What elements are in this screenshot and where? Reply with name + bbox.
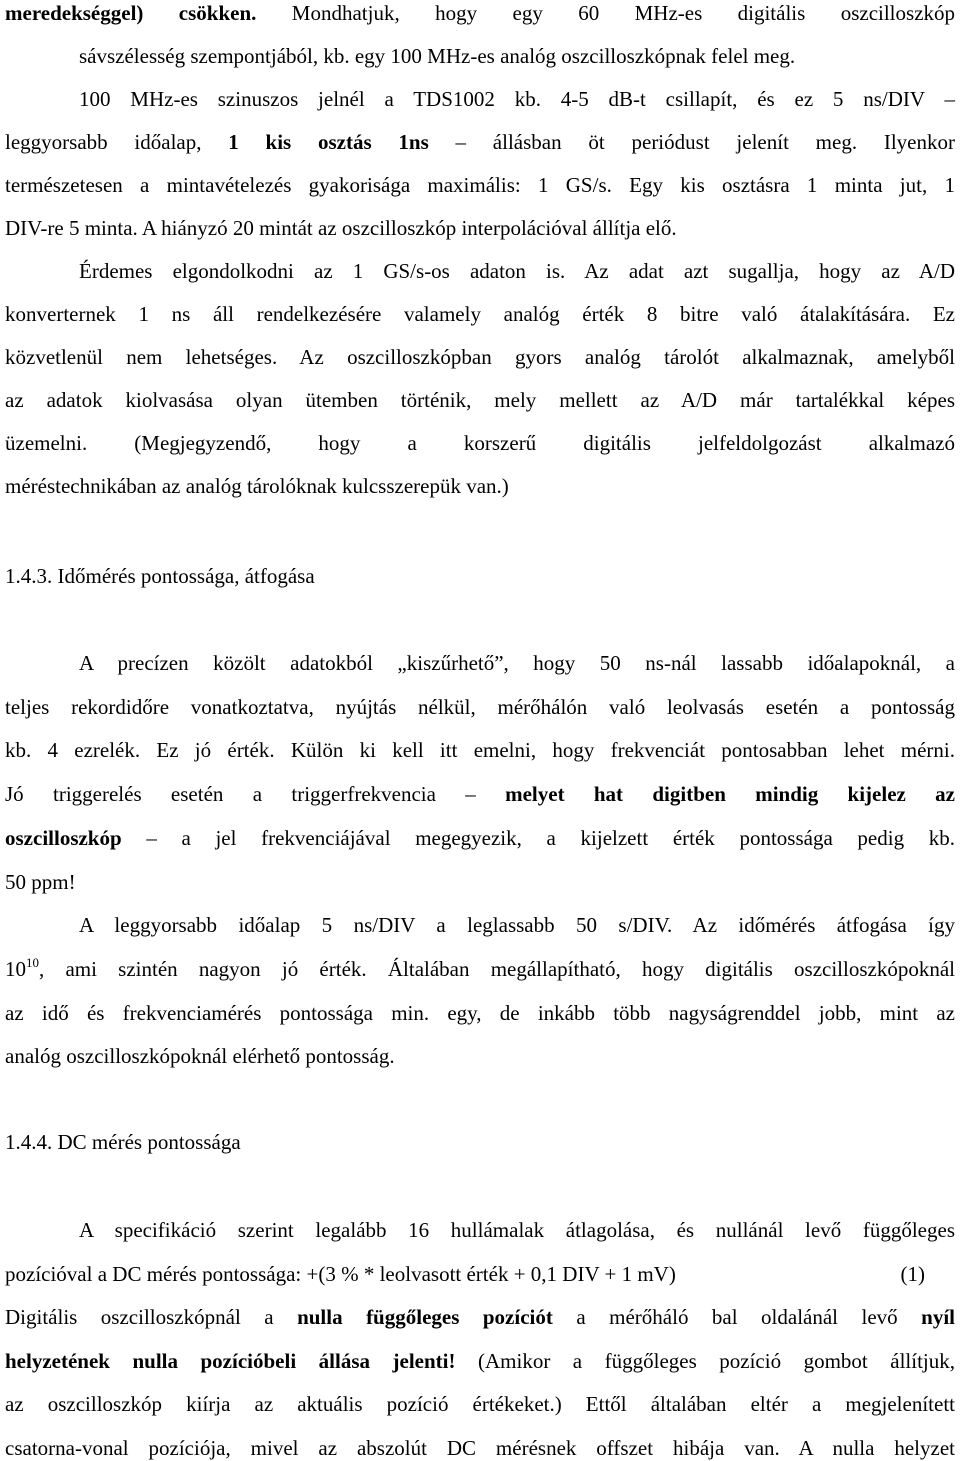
text: (Amikor a függőleges pozíció gombot állítjuk, bbox=[455, 1349, 955, 1373]
text-line bbox=[5, 956, 955, 982]
text-line: az adatok kiolvasása olyan ütemben történik, mely mellett az A/D már tartalékkal képes bbox=[5, 388, 955, 412]
text-line bbox=[5, 1348, 955, 1374]
text: a mérőháló bal oldalánál levő bbox=[552, 1305, 922, 1329]
text-line: 100 MHz-es szinuszos jelnél a TDS1002 kb. 4-5 dB-t csillapít, és ez 5 ns/DIV – bbox=[79, 87, 955, 111]
text: Mondhatjuk, hogy egy 60 MHz-es digitális oszcilloszkóp bbox=[256, 1, 956, 25]
superscript: 10 bbox=[26, 955, 39, 970]
text-line: DIV-re 5 minta. A hiányzó 20 mintát az oszcilloszkóp interpolációval állítja elő. bbox=[5, 216, 677, 240]
text-line: konverternek 1 ns áll rendelkezésére valamely analóg érték 8 bitre való átalakítására. Ez bbox=[5, 302, 955, 326]
text-line bbox=[5, 1261, 955, 1287]
text-line bbox=[5, 825, 955, 851]
section-heading: 1.4.3. Időmérés pontossága, átfogása bbox=[5, 564, 315, 588]
bold-text: melyet hat digitben mindig kijelez az bbox=[505, 782, 955, 806]
text: – állásban öt periódust jelenít meg. Ilyenkor bbox=[428, 130, 955, 154]
equation-text: pozícióval a DC mérés pontossága: +(3 % * leolvasott érték + 0,1 DIV + 1 mV) bbox=[5, 1262, 676, 1286]
text-line: méréstechnikában az analóg tárolóknak kulcsszerepük van.) bbox=[5, 474, 509, 498]
text-line: az idő és frekvenciamérés pontossága min. egy, de inkább több nagyságrenddel jobb, mint az bbox=[5, 1001, 955, 1025]
text-line: közvetlenül nem lehetséges. Az oszcilloszkópban gyors analóg tárolót alkalmaznak, amelyből bbox=[5, 345, 955, 369]
text: leggyorsabb időalap, bbox=[5, 130, 229, 154]
text-line bbox=[5, 129, 955, 155]
text-line bbox=[5, 781, 955, 807]
text: – a jel frekvenciájával megegyezik, a kijelzett érték pontossága pedig kb. bbox=[121, 826, 955, 850]
bold-text: nyíl bbox=[921, 1305, 955, 1329]
text-line: A leggyorsabb időalap 5 ns/DIV a leglassabb 50 s/DIV. Az időmérés átfogása így bbox=[79, 913, 955, 937]
text-line bbox=[5, 0, 955, 26]
text-line: üzemelni. (Megjegyzendő, hogy a korszerű digitális jelfeldolgozást alkalmazó bbox=[5, 431, 955, 455]
text: , ami szintén nagyon jó érték. Általában megállapítható, hogy digitális oszcilloszkópoknál bbox=[39, 957, 955, 981]
bold-text: 1 kis osztás 1ns bbox=[228, 130, 429, 154]
text-line: sávszélesség szempontjából, kb. egy 100 MHz-es analóg oszcilloszkópnak felel meg. bbox=[79, 44, 796, 68]
equation-number: (1) bbox=[900, 1262, 925, 1286]
text-line: csatorna-vonal pozíciója, mivel az abszolút DC mérésnek offszet hibája van. A nulla helyzet bbox=[5, 1436, 955, 1460]
bold-text: oszcilloszkóp bbox=[5, 826, 122, 850]
text-line bbox=[5, 1304, 955, 1330]
text-line: az oszcilloszkóp kiírja az aktuális pozíció értékeket.) Ettől általában eltér a megjelenített bbox=[5, 1392, 955, 1416]
text-line: A precízen közölt adatokból „kiszűrhető”, hogy 50 ns-nál lassabb időalapoknál, a bbox=[79, 651, 955, 675]
text-line: A specifikáció szerint legalább 16 hullámalak átlagolása, és nullánál levő függőleges bbox=[79, 1218, 955, 1242]
text: 10 bbox=[5, 957, 26, 981]
bold-text: nulla függőleges pozíciót bbox=[297, 1305, 553, 1329]
text-line: teljes rekordidőre vonatkoztatva, nyújtás nélkül, mérőhálón való leolvasás esetén a pontosság bbox=[5, 695, 955, 719]
text-line: analóg oszcilloszkópoknál elérhető pontosság. bbox=[5, 1044, 395, 1068]
text-line: kb. 4 ezrelék. Ez jó érték. Külön ki kell itt emelni, hogy frekvenciát pontosabban lehet mérni. bbox=[5, 738, 955, 762]
text: Digitális oszcilloszkópnál a bbox=[5, 1305, 298, 1329]
text-line: természetesen a mintavételezés gyakorisága maximális: 1 GS/s. Egy kis osztásra 1 minta jut, 1 bbox=[5, 173, 955, 197]
text-line: Érdemes elgondolkodni az 1 GS/s-os adaton is. Az adat azt sugallja, hogy az A/D bbox=[79, 259, 955, 283]
text-line: 50 ppm! bbox=[5, 870, 76, 894]
bold-text: meredekséggel) csökken. bbox=[5, 1, 257, 25]
section-heading: 1.4.4. DC mérés pontossága bbox=[5, 1130, 241, 1154]
bold-text: helyzetének nulla pozícióbeli állása jelenti! bbox=[5, 1349, 456, 1373]
text: Jó triggerelés esetén a triggerfrekvencia – bbox=[5, 782, 506, 806]
